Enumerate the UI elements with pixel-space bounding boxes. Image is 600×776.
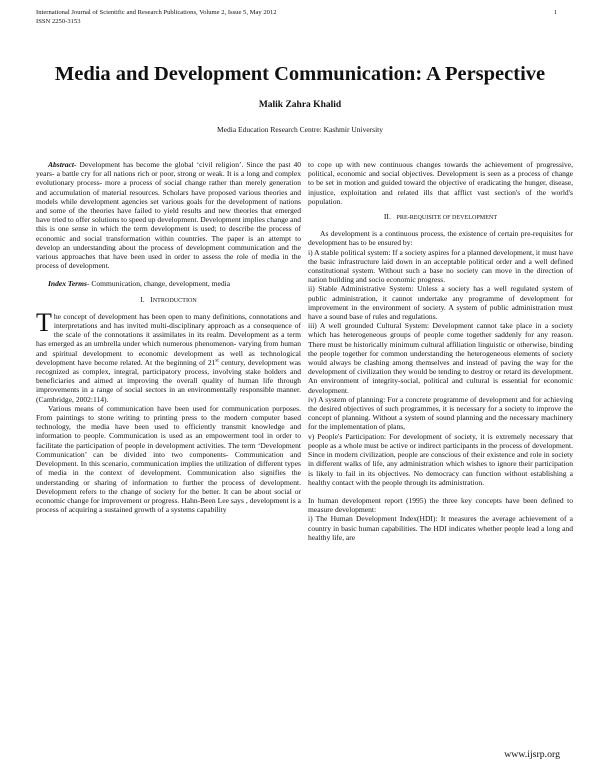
index-terms-text: - Communication, change, development, media (86, 279, 231, 289)
prerequisite-item: iii) A well grounded Cultural System: Development cannot take place in a society which has heterogeneous groups of people come together saddenly for any reason. There must be historically minimum cultural affiliation linguistic or otherwise, binding the people together for common understanding the heterogeneous elements of society would always be clashing among themselves and instead of paving the way for the development of civilization they would be tending to destroy or retard its development. An environment of integrity-social, political and cultural is essential for economic development. (308, 321, 573, 395)
prerequisite-item: v) People's Participation: For development of society, it is extremely necessary that people as a whole must be active or indirect participants in the process of development. Since in modern civilization, people are conscious of their existence and role in society in different walks of life, any administration which wishes to ignore their participation is likely to fail in its objectives. No democracy can function without establishing a healthy contact with the people through its administration. (308, 431, 573, 487)
section-heading-introduction: I. INTRODUCTION (140, 294, 197, 304)
footer-url[interactable]: www.ijsrp.org (504, 749, 560, 760)
prerequisite-intro: As development is a continuous process, the existence of certain pre-requisites for development has to be ensured by: (308, 229, 573, 248)
index-terms-label: Index Terms (48, 279, 87, 289)
section-heading-prerequisite: II. PRE-REQUISITE OF DEVELOPMENT (383, 212, 498, 222)
abstract-text: Development has become the global ‘civil religion’. Since the past 40 years- a battle cry for all nations rich or poor, strong or weak. It is a long and complex evolutionary process- more a process of social change rather than merely generation and accumulation of material resources. Scholars have proposed various theories and models while development agencies set various goals for the development of nations and some of the theories have failed to yield results and new theories that emerged have tried to offer solutions to speed up development. Development implies change and this is one sense in which the term development is used; to describe the process of economic and social transformation within countries. The paper is an attempt to develop an understanding about the process of development communication and the various approaches that have been used in order to assess the role of media in the process of development. (36, 160, 301, 271)
abstract-label: Abstract- (48, 160, 77, 169)
author-name: Malik Zahra Khalid (258, 100, 342, 110)
prerequisite-item: i) A stable political system: If a society aspires for a planned development, it must have the basic infrastructure laid down in an acceptable political order and a well defined constitutional system. Without such a base no society can move in the direction of nation building and socio economic progress. (308, 247, 573, 285)
hdr-paragraph: In human development report (1995) the three key concepts have been defined to measure development: (308, 495, 573, 515)
hdi-paragraph: i) The Human Development Index(HDI): It measures the average achievement of a country in basic human capabilities. The HDI indicates whether people lead a long and healthy life, are (308, 514, 573, 542)
journal-header: International Journal of Scientific and Research Publications, Volume 2, Issue 5, May 2012 (36, 9, 277, 16)
abstract (36, 160, 301, 270)
left-column (36, 160, 301, 514)
continuation-paragraph: to cope up with new continuous changes towards the achievement of progressive, political, economic and social objectives. Development is seen as a process of change to be set in motion and guided toward the objective of eradicating the hunger, disease, injustice, exploitation and related ills that afflict vast section's of the world's population. (308, 160, 573, 206)
intro-paragraph-2: Various means of communication have been used for communication purposes. From paintings to stone writing to printing press to the modern computer based technology, the media have been used to efficiently transmit knowledge and information to people. Communication is used as an empowerment tool in order to facilitate the participation of people in development activities. The term ‘Development Communication’ can be divided into two components- Communication and Development. In this scenario, communication implies the utilization of different types of media in the context of development. Communication also signifies the understanding or sharing of information to further the process of development. Development refers to the change of society for the better. It can be about social or economic change for improvement or progress. Hahn-Been Lee says , development is a process of acquiring a sustained growth of a systems capability (36, 403, 301, 515)
issn: ISSN 2250-3153 (36, 18, 81, 25)
prerequisite-item: iv) A system of planning: For a concrete programme of development and for achieving the desired objectives of such programmes, it is necessary for a society to improve the concept of planning. Without a system of sound planning and the necessary machinery for the implementation of plans, (308, 394, 573, 432)
intro-paragraph-1: The concept of development has been open to many definitions, connotations and interpretations and has invited multi-disciplinary approach as a consequence of the scale of the connotations it assimilates in its realm. Development as a term has emerged as an umbrella under which numerous phenomenon- varying from human and spiritual development to economic development as well as technological development have become related. At the beginning of 21st century, development was recognized as complex, integral, participatory process, involving stake holders and beneficiaries and aimed at improving the overall quality of human life through improvements in a range of social sectors in an environmentally responsible manner. (Cambridge, 2002:114). (36, 307, 301, 404)
paper-title: Media and Development Communication: A Perspective (54, 63, 546, 85)
prerequisite-item: ii) Stable Administrative System: Unless a society has a well regulated system of public administration, it cannot undertake any programme of development for improvement in the environment of society. A system of public administration must have a sound base of rules and regulations. (308, 284, 573, 322)
drop-cap: T (36, 307, 52, 337)
author-affiliation: Media Education Research Centre: Kashmir University (217, 125, 383, 134)
index-terms (36, 279, 301, 288)
right-column (308, 160, 573, 542)
page-number: 1 (553, 9, 557, 16)
